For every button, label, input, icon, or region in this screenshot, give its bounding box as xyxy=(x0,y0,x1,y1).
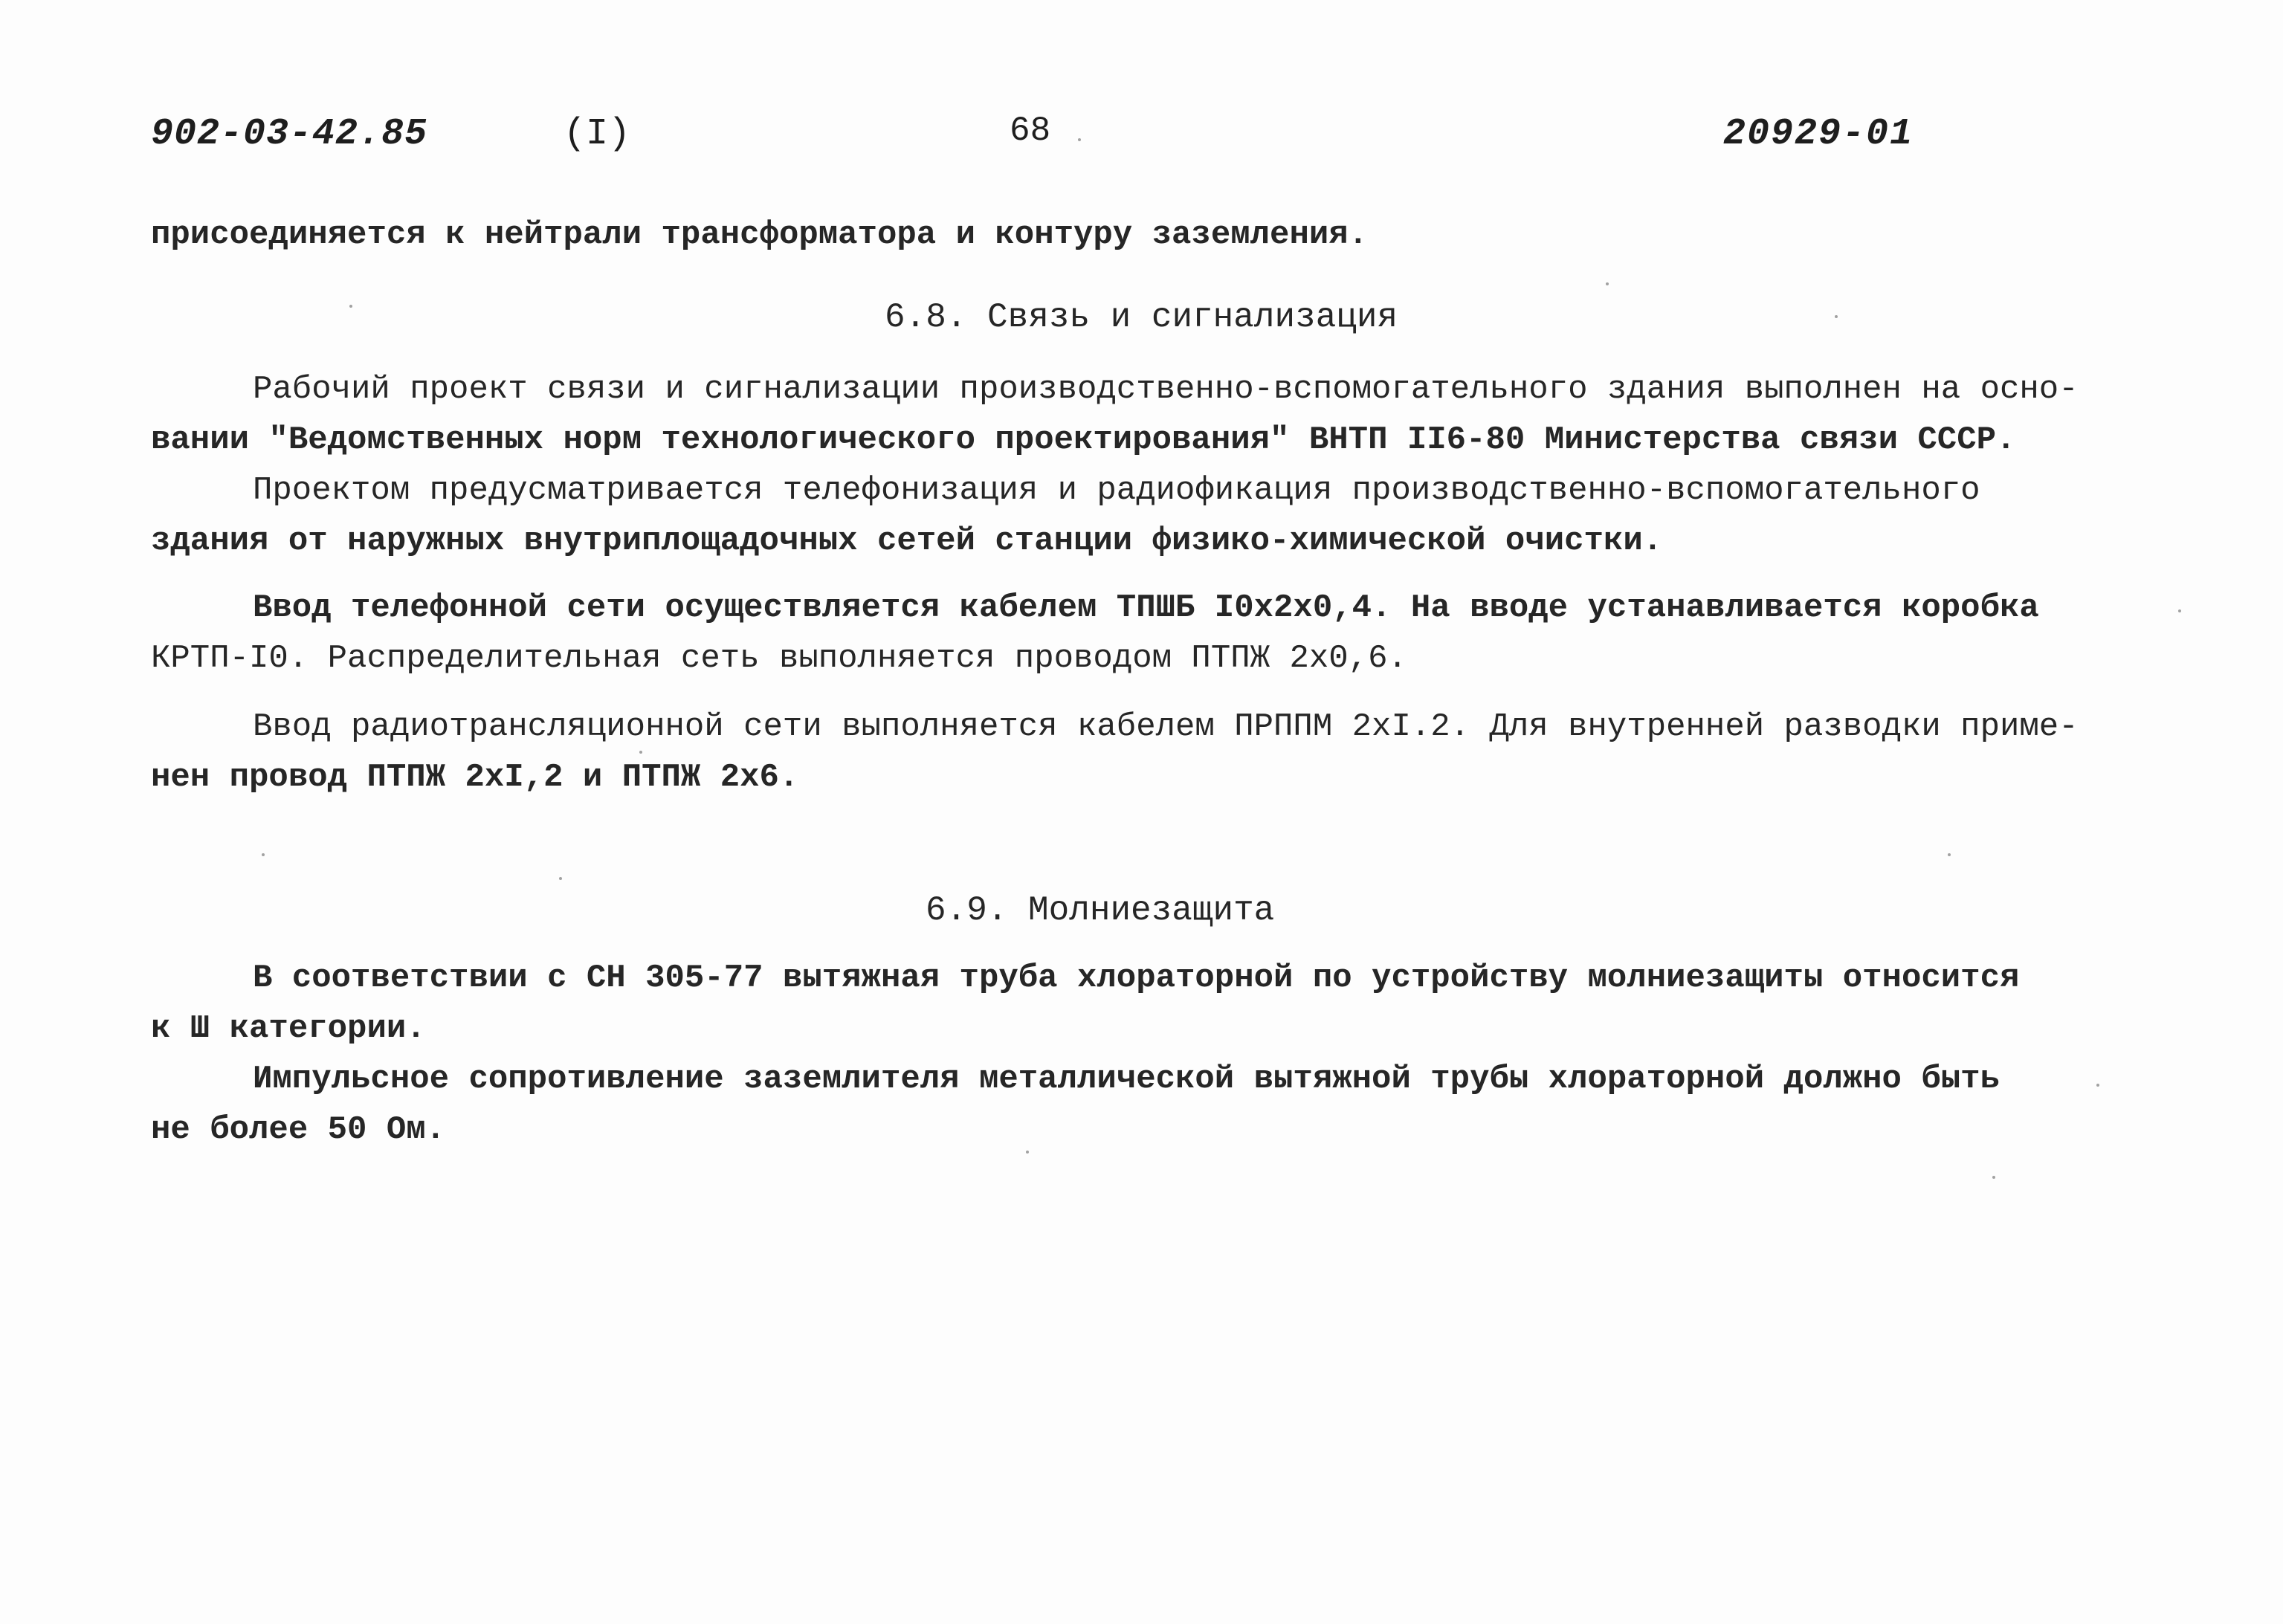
paragraph-line: вании "Ведомственных норм технологического проектирования" ВНТП II6-80 Министерства связи СССР. xyxy=(151,421,2016,459)
scan-speck xyxy=(639,751,642,754)
paragraph-line: Импульсное сопротивление заземлителя металлической вытяжной трубы хлораторной должно быть xyxy=(253,1061,2000,1098)
page-number: 68 xyxy=(1010,111,1051,150)
intro-line: присоединяется к нейтрали трансформатора и контуру заземления. xyxy=(151,216,1369,253)
paragraph-line: Ввод радиотрансляционной сети выполняется кабелем ПРППМ 2хI.2. Для внутренней разводки приме- xyxy=(253,708,2079,745)
inventory-number: 20929-01 xyxy=(1723,113,1914,155)
paragraph-line: В соответствии с СН 305-77 вытяжная труба хлораторной по устройству молниезащиты относится xyxy=(253,960,2020,997)
scan-speck xyxy=(262,853,265,856)
paragraph-line: нен провод ПТПЖ 2хI,2 и ПТПЖ 2х6. xyxy=(151,759,799,796)
scan-speck xyxy=(1078,138,1081,141)
scan-speck xyxy=(1026,1151,1029,1154)
document-code: 902-03-42.85 xyxy=(151,113,428,155)
scan-speck xyxy=(1835,315,1838,318)
paragraph-line: к Ш категории. xyxy=(151,1010,426,1047)
paragraph-line: здания от наружных внутриплощадочных сетей станции физико-химической очистки. xyxy=(151,523,1663,560)
section-6-8-title: 6.8. Связь и сигнализация xyxy=(885,298,1398,337)
section-6-9-title: 6.9. Молниезащита xyxy=(926,891,1275,930)
paragraph-line: Рабочий проект связи и сигнализации производственно-вспомогательного здания выполнен на осно- xyxy=(253,371,2079,408)
paragraph-line: Ввод телефонной сети осуществляется кабелем ТПШБ I0х2х0,4. На вводе устанавливается коробка xyxy=(253,589,2039,627)
scan-speck xyxy=(1948,853,1951,856)
paragraph-line: не более 50 Ом. xyxy=(151,1111,446,1148)
paragraph-line: КРТП-I0. Распределительная сеть выполняется проводом ПТПЖ 2х0,6. xyxy=(151,640,1407,677)
scan-speck xyxy=(559,877,562,880)
scan-speck xyxy=(1992,1176,1995,1179)
scan-speck xyxy=(1606,282,1609,285)
scan-speck xyxy=(2178,609,2181,612)
scan-speck xyxy=(2096,1084,2099,1087)
volume-number: (I) xyxy=(564,113,631,155)
scan-speck xyxy=(349,305,352,308)
paragraph-line: Проектом предусматривается телефонизация и радиофикация производственно-вспомогательного xyxy=(253,472,1980,509)
